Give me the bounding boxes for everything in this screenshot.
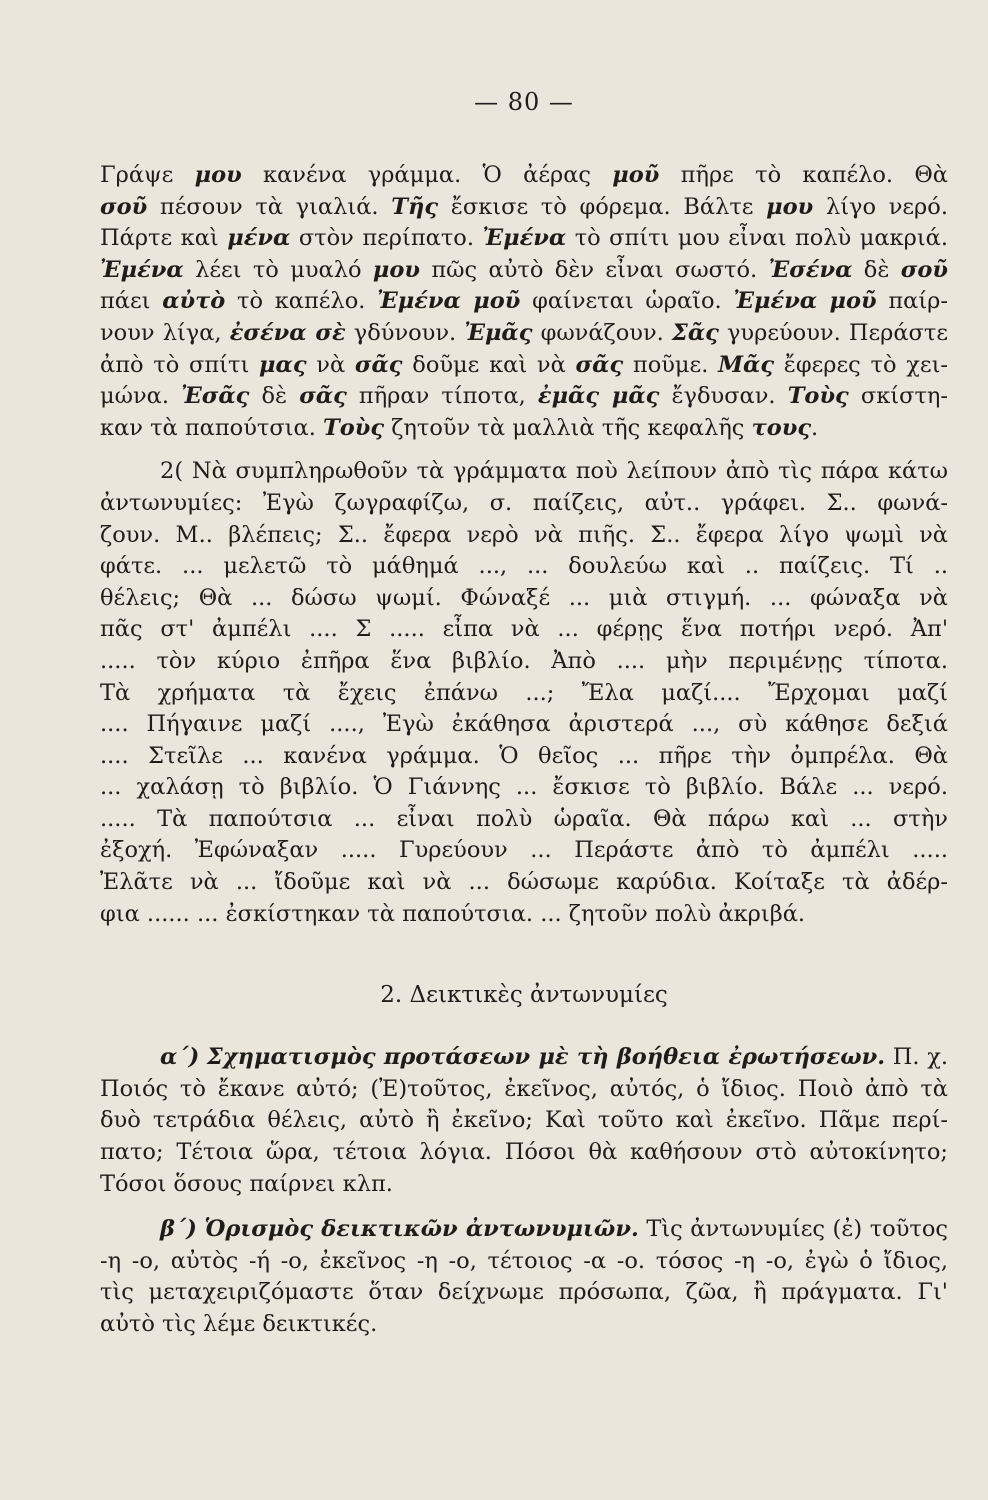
exercise-1-line: ἀπὸ τὸ σπίτι μας νὰ σᾶς δοῦμε καὶ νὰ σᾶς ποῦμε. Μᾶς ἔφερες τὸ χει- — [100, 351, 948, 378]
emphasized-pronoun: Μᾶς — [718, 351, 775, 378]
emphasized-pronoun: μένα — [227, 225, 291, 252]
emphasized-pronoun: Τῆς — [391, 193, 439, 220]
exercise-2-line: 2( Νὰ συμπληρωθοῦν τὰ γράμματα ποὺ λείπουν ἀπὸ τὶς πάρα κάτω — [160, 458, 948, 485]
exercise-2-line: ... χαλάσῃ τὸ βιβλίο. Ὁ Γιάννης ... ἔσκισε τὸ βιβλίο. Βάλε ... νερό. — [100, 774, 948, 801]
exercise-2-line: ἀντωνυμίες: Ἐγὼ ζωγραφίζω, σ. παίζεις, αὐτ.. γράφει. Σ.. φωνά- — [100, 489, 948, 516]
exercise-2-line: .... Πήγαινε μαζί ...., Ἐγὼ ἐκάθησα ἀριστερά ..., σὺ κάθησε δεξιά — [100, 711, 948, 738]
exercise-2-line: θέλεις; Θὰ ... δώσω ψωμί. Φώναξέ ... μιὰ στιγμή. ... φώναξα νὰ — [100, 584, 948, 611]
subsection-a — [100, 1042, 948, 1200]
exercise-1-text — [100, 160, 948, 444]
emphasized-pronoun: μου — [766, 193, 814, 220]
emphasized-pronoun: μου — [194, 162, 242, 188]
emphasized-pronoun: Ἐμένα — [482, 225, 567, 252]
exercise-1-line: Πάρτε καὶ μένα στὸν περίπατο. Ἐμένα τὸ σπίτι μου εἶναι πολὺ μακριά. — [100, 225, 948, 252]
exercise-2-line: φια ...... ... ἐσκίστηκαν τὰ παπούτσια. ... ζητοῦν πολὺ ἀκριβά. — [100, 900, 806, 927]
exercise-1-line: καν τὰ παπούτσια. Τοὺς ζητοῦν τὰ μαλλιὰ τῆς κεφαλῆς τους. — [100, 414, 819, 441]
emphasized-pronoun: Ἐμᾶς — [464, 319, 533, 346]
emphasized-pronoun: Ἐσᾶς — [181, 383, 250, 410]
subsection-b-title: Ὁρισμὸς δεικτικῶν ἀντωνυμιῶν. — [204, 1216, 639, 1243]
emphasized-pronoun: σοῦ — [100, 193, 148, 220]
subsection-a-line-1: Ποιός τὸ ἔκανε αὐτό; (Ἐ)τοῦτος, ἐκεῖνος, αὐτός, ὁ ἴδιος. Ποιὸ ἀπὸ τὰ — [100, 1075, 948, 1102]
subsection-b-line-0: Τὶς ἀντωνυμίες (ἐ) τοῦτος — [638, 1216, 948, 1243]
emphasized-pronoun: σᾶς — [354, 351, 403, 378]
exercise-2-line: ἐξοχή. Ἐφώναξαν ..... Γυρεύουν ... Περάστε ἀπὸ τὸ ἀμπέλι ..... — [100, 837, 948, 864]
exercise-1-line: πάει αὐτὸ τὸ καπέλο. Ἐμένα μοῦ φαίνεται ὡραῖο. Ἐμένα μοῦ παίρ- — [100, 288, 948, 315]
exercise-2-line: ζουν. Μ.. βλέπεις; Σ.. ἔφερα νερὸ νὰ πιῆς. Σ.. ἔφερα λίγο ψωμὶ νὰ — [100, 521, 948, 548]
emphasized-pronoun: σᾶς — [575, 351, 624, 378]
subsection-b-line-2: τὶς μεταχειριζόμαστε ὅταν δείχνωμε πρόσωπα, ζῶα, ἢ πράγματα. Γι' — [100, 1279, 948, 1306]
emphasized-pronoun: μας — [259, 351, 307, 378]
subsection-a-line-2: δυὸ τετράδια θέλεις, αὐτὸ ἢ ἐκεῖνο; Καὶ τοῦτο καὶ ἐκεῖνο. Πᾶμε περί- — [100, 1107, 948, 1134]
subsection-a-line-0: Π. χ. — [885, 1044, 948, 1071]
exercise-2-line: φάτε. ... μελετῶ τὸ μάθημά ..., ... δουλεύω καὶ .. παίζεις. Τί .. — [100, 553, 948, 580]
exercise-2-line: ..... Τὰ παπούτσια ... εἶναι πολὺ ὡραῖα. Θὰ πάρω καὶ ... στὴν — [100, 805, 948, 832]
subsection-b-line-1: -η -ο, αὐτὸς -ή -ο, ἐκεῖνος -η -ο, τέτοιος -α -ο. τόσος -η -ο, ἐγὼ ὁ ἴδιος, — [100, 1247, 948, 1274]
emphasized-pronoun: τους — [751, 414, 812, 441]
exercise-1-line: νουν λίγα, ἐσένα σὲ γδύνουν. Ἐμᾶς φωνάζουν. Σᾶς γυρεύουν. Περάστε — [100, 319, 949, 346]
subsection-a-line-4: Τόσοι ὅσους παίρνει κλπ. — [100, 1170, 393, 1197]
emphasized-pronoun: ἐσένα σὲ — [229, 319, 346, 346]
exercise-1-line: Ἐμένα λέει τὸ μυαλό μου πῶς αὐτὸ δὲν εἶναι σωστό. Ἐσένα δὲ σοῦ — [100, 256, 948, 283]
emphasized-pronoun: μου — [372, 256, 421, 283]
exercise-1-line: σοῦ πέσουν τὰ γιαλιά. Τῆς ἔσκισε τὸ φόρεμα. Βάλτε μου λίγο νερό. — [100, 193, 948, 220]
exercise-2-line: .... Στεῖλε ... κανένα γράμμα. Ὁ θεῖος ... πῆρε τὴν ὀμπρέλα. Θὰ — [100, 742, 948, 769]
exercise-2-line: Ἐλᾶτε νὰ ... ἴδοῦμε καὶ νὰ ... δώσωμε καρύδια. Κοίταξε τὰ ἀδέρ- — [100, 869, 948, 896]
subsection-b-line-3: αὐτὸ τὶς λέμε δεικτικές. — [100, 1311, 378, 1337]
emphasized-pronoun: Σᾶς — [671, 319, 719, 346]
emphasized-pronoun: ἐμᾶς μᾶς — [537, 383, 660, 410]
subsection-b-first-line — [100, 1214, 948, 1246]
section-heading: 2. Δεικτικὲς ἀντωνυμίες — [380, 982, 668, 1009]
exercise-1-line: μώνα. Ἐσᾶς δὲ σᾶς πῆραν τίποτα, ἐμᾶς μᾶς ἔγδυσαν. Τοὺς σκίστη- — [100, 383, 948, 410]
emphasized-pronoun: μοῦ — [612, 162, 660, 188]
exercise-1-line: Γράψε μου κανένα γράμμα. Ὁ ἀέρας μοῦ πῆρε τὸ καπέλο. Θὰ — [100, 162, 948, 188]
emphasized-pronoun: Τοὺς — [787, 383, 849, 410]
exercise-2-line: ..... τὸν κύριο ἐπῆρα ἕνα βιβλίο. Ἀπὸ .... μὴν περιμένῃς τίποτα. — [100, 647, 948, 674]
subsection-a-label: α΄) — [160, 1044, 200, 1071]
emphasized-pronoun: αὐτὸ — [162, 288, 226, 315]
subsection-a-line-3: πατο; Τέτοια ὥρα, τέτοια λόγια. Πόσοι θὰ καθήσουν στὸ αὐτοκίνητο; — [100, 1139, 948, 1166]
emphasized-pronoun: σοῦ — [900, 256, 948, 283]
subsection-b — [100, 1214, 948, 1340]
exercise-2-text — [100, 456, 948, 930]
emphasized-pronoun: Ἐμένα μοῦ — [377, 288, 521, 315]
emphasized-pronoun: Ἐμένα μοῦ — [733, 288, 877, 315]
emphasized-pronoun: Τοὺς — [323, 414, 385, 441]
exercise-2-line: Τὰ χρήματα τὰ ἔχεις ἐπάνω ...; Ἔλα μαζί.... Ἔρχομαι μαζί — [100, 679, 948, 706]
subsection-a-title: Σχηματισμὸς προτάσεων μὲ τὴ βοήθεια ἐρωτήσεων. — [206, 1044, 886, 1071]
subsection-a-first-line — [100, 1042, 948, 1074]
exercise-2-line: πᾶς στ' ἀμπέλι .... Σ ..... εἶπα νὰ ... φέρῃς ἕνα ποτήρι νερό. Ἀπ' — [100, 616, 948, 643]
page-number: — 80 — — [474, 88, 574, 116]
emphasized-pronoun: σᾶς — [299, 383, 347, 410]
emphasized-pronoun: Ἐμένα — [100, 256, 184, 283]
emphasized-pronoun: Ἐσένα — [768, 256, 853, 283]
subsection-b-label: β΄) — [160, 1216, 197, 1243]
